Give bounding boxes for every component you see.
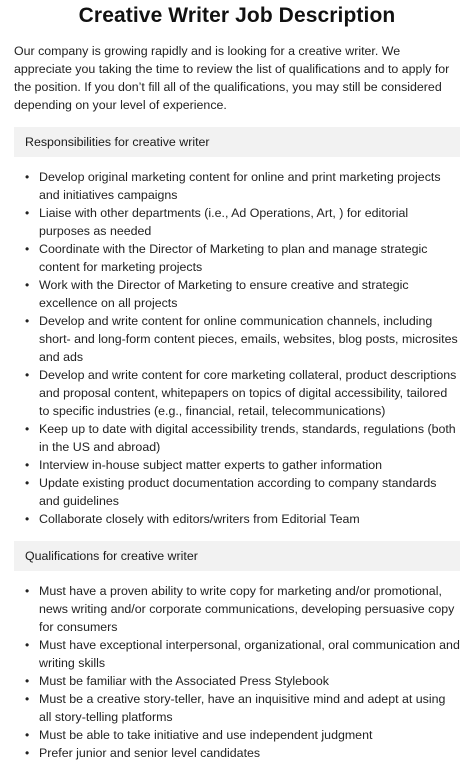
list-item: • Interview in-house subject matter experts to gather information bbox=[25, 458, 382, 472]
list-item-text: Update existing product documentation according to company standards and guidelines bbox=[39, 476, 437, 508]
list-item-text: Keep up to date with digital accessibility trends, standards, regulations (both in the US and abroad) bbox=[39, 422, 456, 454]
list-item-text: Collaborate closely with editors/writers from Editorial Team bbox=[39, 512, 360, 526]
list-item: • Must be able to take initiative and use independent judgment bbox=[25, 728, 373, 742]
list-item-text: Develop and write content for core marketing collateral, product descriptions and proposal content, whitepapers on topics of digital accessibility, tailored to specific industries (e.g., financial, retail, telecommunications) bbox=[39, 368, 457, 418]
list-item: • Keep up to date with digital accessibility trends, standards, regulations (both in the US and abroad) bbox=[25, 422, 456, 454]
list-item-text: Must be a creative story-teller, have an inquisitive mind and adept at using all story-telling platforms bbox=[39, 692, 446, 724]
qualifications-heading: Qualifications for creative writer bbox=[14, 541, 460, 571]
list-item: • Collaborate closely with editors/writers from Editorial Team bbox=[25, 512, 360, 526]
list-item: • Update existing product documentation according to company standards and guidelines bbox=[25, 476, 437, 508]
list-item: • Must be a creative story-teller, have an inquisitive mind and adept at using all story-telling platforms bbox=[25, 692, 446, 724]
list-item: • Must have a proven ability to write copy for marketing and/or promotional, news writing and/or corporate communications, developing persuasive copy for consumers bbox=[25, 584, 455, 634]
intro-paragraph: Our company is growing rapidly and is looking for a creative writer. We appreciate you taking the time to review the list of qualifications and to apply for the position. If you don’t fill all of the qualifications, you may still be considered depending on your level of experience. bbox=[14, 44, 450, 112]
list-item-text: Interview in-house subject matter experts to gather information bbox=[39, 458, 382, 472]
qualifications-list bbox=[14, 582, 460, 762]
list-item: • Liaise with other departments (i.e., Ad Operations, Art, ) for editorial purposes as needed bbox=[25, 206, 409, 238]
list-item-text: Must be able to take initiative and use independent judgment bbox=[39, 728, 373, 742]
responsibilities-heading: Responsibilities for creative writer bbox=[14, 127, 460, 157]
list-item: • Prefer junior and senior level candidates bbox=[25, 746, 261, 760]
page-title: Creative Writer Job Description bbox=[78, 4, 396, 27]
list-item-text: Coordinate with the Director of Marketing to plan and manage strategic content for marketing projects bbox=[39, 242, 428, 274]
list-item: • Must be familiar with the Associated Press Stylebook bbox=[25, 674, 329, 688]
list-item: • Work with the Director of Marketing to ensure creative and strategic excellence on all projects bbox=[25, 278, 409, 310]
list-item-text: Develop original marketing content for online and print marketing projects and initiatives campaigns bbox=[39, 170, 441, 202]
list-item-text: Work with the Director of Marketing to ensure creative and strategic excellence on all projects bbox=[39, 278, 409, 310]
list-item: • Coordinate with the Director of Marketing to plan and manage strategic content for marketing projects bbox=[25, 242, 428, 274]
list-item-text: Must be familiar with the Associated Press Stylebook bbox=[39, 674, 329, 688]
list-item-text: Develop and write content for online communication channels, including short- and long-form content pieces, emails, websites, blog posts, microsites and ads bbox=[39, 314, 458, 364]
list-item: • Must have exceptional interpersonal, organizational, oral communication and writing skills bbox=[25, 638, 460, 670]
responsibilities-list bbox=[14, 168, 460, 528]
list-item-text: Liaise with other departments (i.e., Ad Operations, Art, ) for editorial purposes as needed bbox=[39, 206, 409, 238]
list-item-text: Prefer junior and senior level candidates bbox=[39, 746, 261, 760]
list-item: • Develop and write content for core marketing collateral, product descriptions and proposal content, whitepapers on topics of digital accessibility, tailored to specific industries (e.g., financial, retail, telecommunications) bbox=[25, 368, 457, 418]
list-item-text: Must have exceptional interpersonal, organizational, oral communication and writing skills bbox=[39, 638, 460, 670]
list-item: • Develop original marketing content for online and print marketing projects and initiatives campaigns bbox=[25, 170, 441, 202]
list-item: • Develop and write content for online communication channels, including short- and long-form content pieces, emails, websites, blog posts, microsites and ads bbox=[25, 314, 458, 364]
list-item-text: Must have a proven ability to write copy for marketing and/or promotional, news writing and/or corporate communications, developing persuasive copy for consumers bbox=[39, 584, 455, 634]
